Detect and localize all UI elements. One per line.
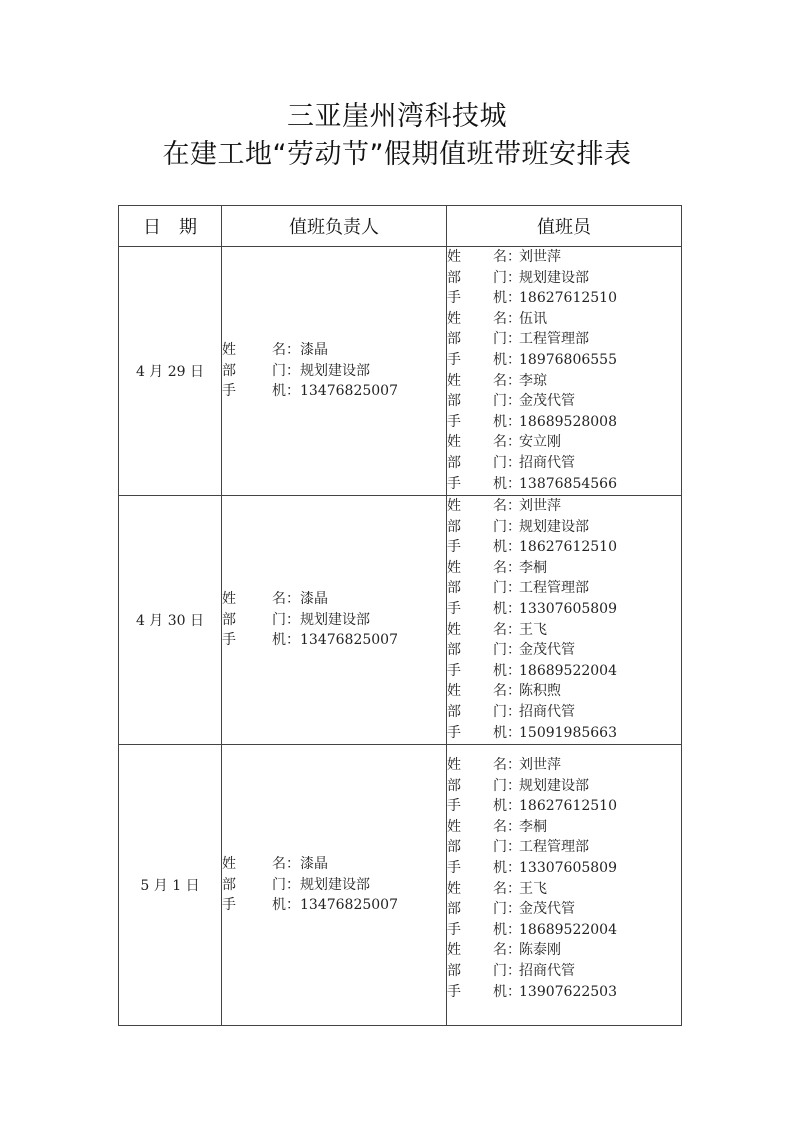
field-value: 18689522004 bbox=[519, 921, 617, 938]
field-value: 13476825007 bbox=[300, 632, 398, 649]
label-char: 部 bbox=[447, 642, 461, 659]
label-char: 机： bbox=[493, 290, 521, 307]
label-char: 门： bbox=[493, 839, 521, 856]
leader-dept-line bbox=[222, 361, 446, 382]
label-char: 部 bbox=[222, 611, 236, 628]
field-value: 金茂代管 bbox=[519, 642, 575, 659]
label-char: 手 bbox=[222, 897, 236, 914]
label-char: 姓 bbox=[447, 757, 461, 773]
label-char: 机： bbox=[493, 859, 521, 876]
field-label bbox=[447, 661, 519, 682]
field-label bbox=[447, 702, 519, 723]
header-date: 日 期 bbox=[119, 206, 222, 247]
field-label bbox=[447, 899, 519, 920]
field-label bbox=[447, 599, 519, 620]
field-value: 18976806555 bbox=[519, 351, 617, 368]
field-value: 陈积煦 bbox=[519, 683, 561, 700]
field-label bbox=[447, 961, 519, 982]
label-char: 名： bbox=[493, 621, 521, 638]
staff-dept-line bbox=[447, 640, 681, 661]
label-char: 手 bbox=[447, 859, 461, 876]
field-label bbox=[447, 329, 519, 350]
label-char: 机： bbox=[493, 600, 521, 617]
field-label bbox=[447, 858, 519, 879]
label-char: 手 bbox=[447, 475, 461, 492]
field-value: 13476825007 bbox=[300, 897, 398, 914]
field-value: 规划建设部 bbox=[300, 362, 370, 379]
staff-name-line bbox=[447, 309, 681, 330]
field-label bbox=[447, 517, 519, 538]
staff-name-line bbox=[447, 247, 681, 268]
label-char: 名： bbox=[493, 818, 521, 835]
label-char: 手 bbox=[447, 921, 461, 938]
duty-date: 4 月 29 日 bbox=[119, 247, 222, 496]
label-char: 姓 bbox=[447, 310, 461, 327]
staff-dept-line bbox=[447, 961, 681, 982]
label-char: 姓 bbox=[447, 942, 461, 959]
staff-phone-line bbox=[447, 982, 681, 1003]
staff-phone-line bbox=[447, 661, 681, 682]
staff-phone-line bbox=[447, 599, 681, 620]
label-char: 手 bbox=[447, 413, 461, 430]
staff-cell bbox=[447, 247, 682, 496]
label-char: 部 bbox=[222, 876, 236, 893]
label-char: 机： bbox=[493, 798, 521, 815]
label-char: 部 bbox=[447, 839, 461, 856]
label-char: 名： bbox=[493, 757, 521, 773]
label-char: 部 bbox=[447, 580, 461, 597]
field-value: 15091985663 bbox=[519, 724, 617, 741]
label-char: 名： bbox=[272, 591, 300, 608]
field-value: 金茂代管 bbox=[519, 901, 575, 918]
field-label bbox=[447, 920, 519, 941]
staff-dept-line bbox=[447, 268, 681, 289]
staff-phone-line bbox=[447, 537, 681, 558]
label-char: 姓 bbox=[447, 621, 461, 638]
label-char: 门： bbox=[493, 331, 521, 348]
leader-phone-line bbox=[222, 895, 446, 916]
label-char: 机： bbox=[272, 632, 300, 649]
field-label bbox=[447, 412, 519, 433]
staff-dept-line bbox=[447, 517, 681, 538]
field-value: 王飞 bbox=[519, 621, 547, 638]
label-char: 部 bbox=[447, 518, 461, 535]
field-label bbox=[447, 453, 519, 474]
staff-dept-line bbox=[447, 702, 681, 723]
staff-phone-line bbox=[447, 858, 681, 879]
field-label bbox=[447, 755, 519, 776]
field-value: 18627612510 bbox=[519, 539, 617, 556]
field-label bbox=[447, 268, 519, 289]
leader-phone-line bbox=[222, 630, 446, 651]
staff-dept-line bbox=[447, 776, 681, 797]
table-header-row bbox=[119, 206, 682, 247]
staff-dept-line bbox=[447, 391, 681, 412]
field-label bbox=[447, 578, 519, 599]
label-char: 姓 bbox=[447, 372, 461, 389]
label-char: 门： bbox=[493, 454, 521, 471]
field-label bbox=[222, 854, 300, 875]
field-label bbox=[447, 558, 519, 579]
label-char: 部 bbox=[447, 703, 461, 720]
field-value: 伍讯 bbox=[519, 310, 547, 327]
leader-name-line bbox=[222, 589, 446, 610]
duty-date: 4 月 30 日 bbox=[119, 496, 222, 745]
field-label bbox=[447, 776, 519, 797]
staff-cell bbox=[447, 496, 682, 745]
document-title-line2: 在建工地“劳动节”假期值班带班安排表 bbox=[162, 139, 632, 170]
field-label bbox=[447, 309, 519, 330]
field-value: 13876854566 bbox=[519, 475, 617, 492]
label-char: 姓 bbox=[447, 880, 461, 897]
label-char: 手 bbox=[447, 539, 461, 556]
document-title-line1: 三亚崖州湾科技城 bbox=[287, 101, 507, 132]
label-char: 名： bbox=[272, 856, 300, 873]
label-char: 部 bbox=[447, 454, 461, 471]
staff-phone-line bbox=[447, 412, 681, 433]
field-value: 13476825007 bbox=[300, 383, 398, 400]
leader-cell bbox=[222, 247, 447, 496]
field-value: 李桐 bbox=[519, 818, 547, 835]
label-char: 名： bbox=[493, 942, 521, 959]
leader-dept-line bbox=[222, 875, 446, 896]
field-value: 规划建设部 bbox=[519, 269, 589, 286]
label-char: 门： bbox=[493, 703, 521, 720]
leader-phone-line bbox=[222, 381, 446, 402]
staff-phone-line bbox=[447, 796, 681, 817]
label-char: 姓 bbox=[447, 434, 461, 451]
staff-dept-line bbox=[447, 578, 681, 599]
staff-name-line bbox=[447, 371, 681, 392]
field-value: 漆晶 bbox=[300, 591, 328, 608]
field-label bbox=[447, 982, 519, 1003]
label-char: 手 bbox=[222, 632, 236, 649]
staff-name-line bbox=[447, 755, 681, 776]
field-value: 规划建设部 bbox=[519, 518, 589, 535]
field-value: 招商代管 bbox=[519, 962, 575, 979]
field-label bbox=[222, 610, 300, 631]
label-char: 机： bbox=[493, 351, 521, 368]
label-char: 部 bbox=[222, 362, 236, 379]
field-label bbox=[447, 681, 519, 702]
field-label bbox=[222, 340, 300, 361]
leader-cell bbox=[222, 745, 447, 1026]
staff-name-line bbox=[447, 558, 681, 579]
field-value: 13307605809 bbox=[519, 600, 617, 617]
field-label bbox=[447, 817, 519, 838]
field-label bbox=[447, 432, 519, 453]
staff-dept-line bbox=[447, 899, 681, 920]
label-char: 机： bbox=[493, 921, 521, 938]
field-value: 刘世萍 bbox=[519, 249, 561, 265]
header-staff: 值班员 bbox=[447, 206, 682, 247]
label-char: 手 bbox=[222, 383, 236, 400]
field-value: 金茂代管 bbox=[519, 393, 575, 410]
field-label bbox=[222, 895, 300, 916]
label-char: 名： bbox=[272, 342, 300, 359]
label-char: 名： bbox=[493, 498, 521, 514]
label-char: 姓 bbox=[447, 818, 461, 835]
field-label bbox=[447, 371, 519, 392]
field-value: 安立刚 bbox=[519, 434, 561, 451]
field-label bbox=[222, 361, 300, 382]
field-value: 王飞 bbox=[519, 880, 547, 897]
field-label bbox=[447, 474, 519, 495]
label-char: 姓 bbox=[447, 683, 461, 700]
field-value: 漆晶 bbox=[300, 342, 328, 359]
label-char: 姓 bbox=[447, 559, 461, 576]
field-label bbox=[447, 620, 519, 641]
field-label bbox=[447, 837, 519, 858]
label-char: 手 bbox=[447, 662, 461, 679]
label-char: 名： bbox=[493, 310, 521, 327]
field-label bbox=[447, 391, 519, 412]
label-char: 门： bbox=[493, 777, 521, 794]
field-value: 规划建设部 bbox=[519, 777, 589, 794]
staff-name-line bbox=[447, 496, 681, 517]
field-value: 工程管理部 bbox=[519, 331, 589, 348]
field-label bbox=[447, 247, 519, 268]
label-char: 姓 bbox=[447, 498, 461, 514]
staff-phone-line bbox=[447, 920, 681, 941]
label-char: 部 bbox=[447, 393, 461, 410]
table-row bbox=[119, 745, 682, 1026]
staff-dept-line bbox=[447, 837, 681, 858]
duty-schedule-table bbox=[118, 205, 682, 1026]
label-char: 部 bbox=[447, 331, 461, 348]
staff-name-line bbox=[447, 817, 681, 838]
staff-name-line bbox=[447, 940, 681, 961]
field-value: 工程管理部 bbox=[519, 839, 589, 856]
field-label bbox=[447, 350, 519, 371]
staff-dept-line bbox=[447, 329, 681, 350]
label-char: 机： bbox=[493, 539, 521, 556]
label-char: 名： bbox=[493, 372, 521, 389]
field-label bbox=[447, 288, 519, 309]
label-char: 机： bbox=[493, 475, 521, 492]
staff-name-line bbox=[447, 879, 681, 900]
field-label bbox=[447, 940, 519, 961]
label-char: 机： bbox=[272, 383, 300, 400]
field-value: 李桐 bbox=[519, 559, 547, 576]
leader-cell bbox=[222, 496, 447, 745]
field-value: 13307605809 bbox=[519, 859, 617, 876]
staff-name-line bbox=[447, 620, 681, 641]
field-value: 18627612510 bbox=[519, 290, 617, 307]
field-value: 漆晶 bbox=[300, 856, 328, 873]
table-row bbox=[119, 247, 682, 496]
label-char: 门： bbox=[493, 269, 521, 286]
field-value: 18689522004 bbox=[519, 662, 617, 679]
header-leader: 值班负责人 bbox=[222, 206, 447, 247]
label-char: 门： bbox=[493, 901, 521, 918]
label-char: 机： bbox=[493, 413, 521, 430]
staff-phone-line bbox=[447, 474, 681, 495]
label-char: 部 bbox=[447, 269, 461, 286]
label-char: 姓 bbox=[222, 591, 236, 608]
label-char: 部 bbox=[447, 901, 461, 918]
label-char: 手 bbox=[447, 351, 461, 368]
label-char: 机： bbox=[493, 724, 521, 741]
field-value: 刘世萍 bbox=[519, 498, 561, 514]
label-char: 门： bbox=[493, 393, 521, 410]
label-char: 手 bbox=[447, 290, 461, 307]
field-label bbox=[447, 723, 519, 744]
staff-name-line bbox=[447, 432, 681, 453]
field-label bbox=[447, 496, 519, 517]
table-row bbox=[119, 496, 682, 745]
field-value: 刘世萍 bbox=[519, 757, 561, 773]
staff-phone-line bbox=[447, 723, 681, 744]
label-char: 门： bbox=[272, 611, 300, 628]
field-label bbox=[222, 381, 300, 402]
label-char: 机： bbox=[272, 897, 300, 914]
label-char: 名： bbox=[493, 559, 521, 576]
leader-dept-line bbox=[222, 610, 446, 631]
label-char: 部 bbox=[447, 962, 461, 979]
label-char: 门： bbox=[272, 876, 300, 893]
label-char: 门： bbox=[493, 962, 521, 979]
label-char: 手 bbox=[447, 798, 461, 815]
field-value: 18627612510 bbox=[519, 798, 617, 815]
leader-name-line bbox=[222, 340, 446, 361]
staff-dept-line bbox=[447, 453, 681, 474]
field-value: 规划建设部 bbox=[300, 876, 370, 893]
label-char: 机： bbox=[493, 662, 521, 679]
label-char: 门： bbox=[493, 642, 521, 659]
field-value: 招商代管 bbox=[519, 703, 575, 720]
label-char: 门： bbox=[272, 362, 300, 379]
label-char: 名： bbox=[493, 434, 521, 451]
field-value: 李琼 bbox=[519, 372, 547, 389]
field-value: 13907622503 bbox=[519, 983, 617, 1000]
label-char: 姓 bbox=[222, 342, 236, 359]
label-char: 名： bbox=[493, 683, 521, 700]
field-value: 规划建设部 bbox=[300, 611, 370, 628]
field-value: 招商代管 bbox=[519, 454, 575, 471]
label-char: 名： bbox=[493, 249, 521, 265]
label-char: 姓 bbox=[447, 249, 461, 265]
staff-cell bbox=[447, 745, 682, 1026]
field-label bbox=[447, 796, 519, 817]
label-char: 手 bbox=[447, 724, 461, 741]
field-label bbox=[447, 640, 519, 661]
staff-phone-line bbox=[447, 288, 681, 309]
label-char: 手 bbox=[447, 983, 461, 1000]
field-label bbox=[222, 589, 300, 610]
field-value: 18689528008 bbox=[519, 413, 617, 430]
duty-date: 5 月 1 日 bbox=[119, 745, 222, 1026]
field-label bbox=[447, 537, 519, 558]
label-char: 部 bbox=[447, 777, 461, 794]
field-label bbox=[447, 879, 519, 900]
field-label bbox=[222, 630, 300, 651]
leader-name-line bbox=[222, 854, 446, 875]
label-char: 名： bbox=[493, 880, 521, 897]
staff-name-line bbox=[447, 681, 681, 702]
label-char: 门： bbox=[493, 580, 521, 597]
label-char: 姓 bbox=[222, 856, 236, 873]
field-value: 陈泰刚 bbox=[519, 942, 561, 959]
staff-phone-line bbox=[447, 350, 681, 371]
field-value: 工程管理部 bbox=[519, 580, 589, 597]
label-char: 机： bbox=[493, 983, 521, 1000]
label-char: 手 bbox=[447, 600, 461, 617]
label-char: 门： bbox=[493, 518, 521, 535]
field-label bbox=[222, 875, 300, 896]
